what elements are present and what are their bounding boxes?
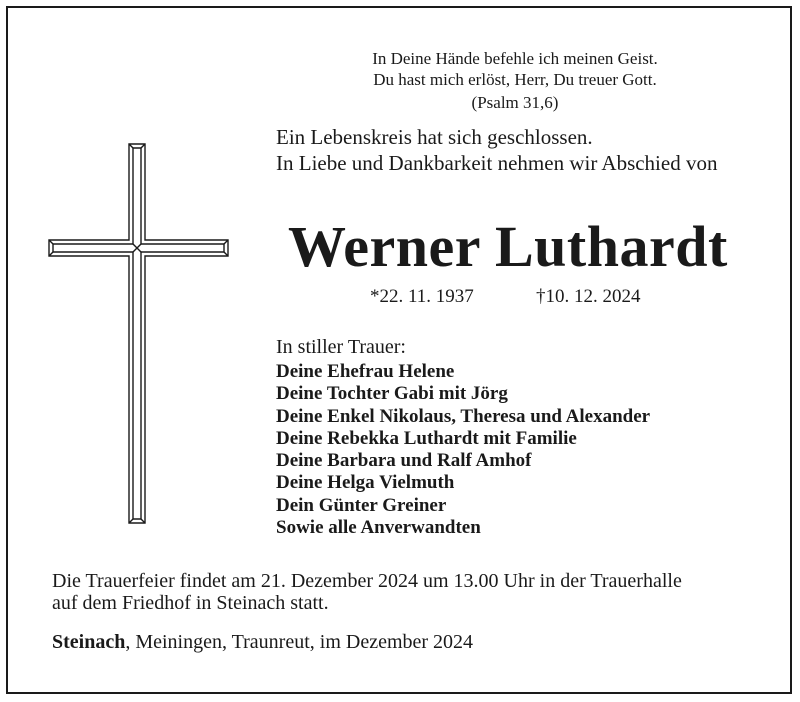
intro-text	[276, 124, 717, 176]
cross-icon	[48, 143, 230, 525]
mourner-item: Deine Helga Vielmuth	[276, 472, 455, 494]
place-rest: , Meiningen, Traunreut, im Dezember 2024	[125, 631, 474, 653]
mourner-item: Deine Ehefrau Helene	[276, 361, 455, 382]
verse-source: (Psalm 31,6)	[471, 93, 559, 112]
place-date-line	[52, 631, 473, 654]
mourner-item: Deine Rebekka Luthardt mit Familie	[276, 427, 577, 449]
verse-line-2: Du hast mich erlöst, Herr, Du treuer Gott.	[373, 70, 657, 89]
mourners-list	[276, 361, 650, 539]
verse-line-1: In Deine Hände befehle ich meinen Geist.	[372, 49, 658, 68]
place-main: Steinach	[52, 631, 126, 653]
mourner-item: Deine Enkel Nikolaus, Theresa und Alexander	[276, 405, 651, 427]
deceased-name: Werner Luthardt	[288, 214, 728, 279]
intro-line-1: Ein Lebenskreis hat sich geschlossen.	[276, 125, 593, 149]
service-info	[52, 570, 682, 614]
mourning-label: In stiller Trauer:	[276, 336, 406, 358]
mourner-item: Deine Tochter Gabi mit Jörg	[276, 383, 508, 405]
mourner-item: Deine Barbara und Ralf Amhof	[276, 450, 532, 472]
bible-verse	[250, 48, 780, 90]
service-line-2: auf dem Friedhof in Steinach statt.	[52, 592, 329, 614]
service-line-1: Die Trauerfeier findet am 21. Dezember 2024 um 13.00 Uhr in der Trauerhalle	[52, 570, 682, 592]
death-date: †10. 12. 2024	[536, 286, 641, 307]
mourner-item: Sowie alle Anverwandten	[276, 517, 481, 539]
birth-date: *22. 11. 1937	[370, 286, 474, 307]
intro-line-2: In Liebe und Dankbarkeit nehmen wir Abschied von	[276, 151, 718, 175]
mourner-item: Dein Günter Greiner	[276, 494, 447, 516]
